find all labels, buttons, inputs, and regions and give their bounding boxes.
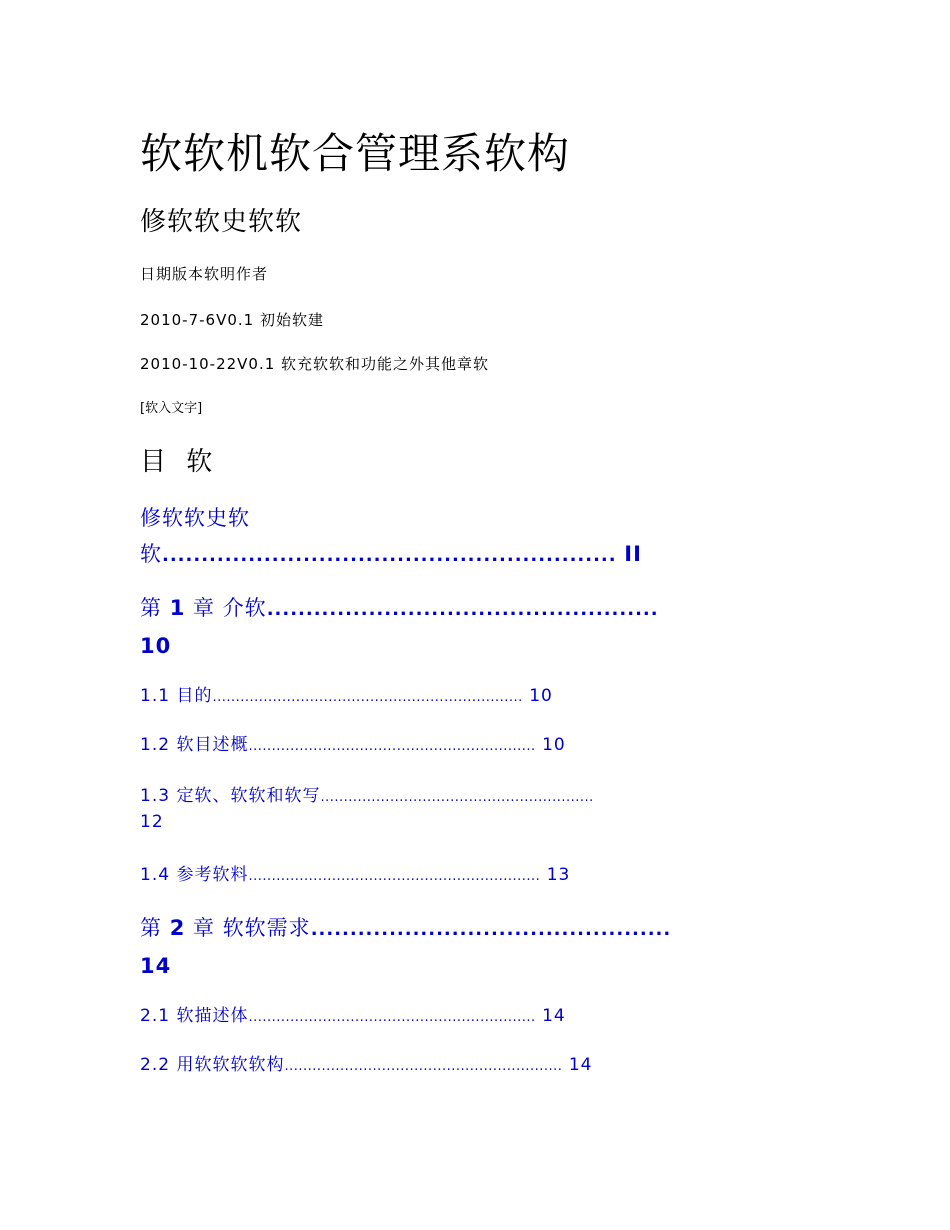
toc-entry-2-1[interactable] xyxy=(140,1004,800,1030)
toc-dot-leader: .................................................. xyxy=(266,599,659,620)
toc-chapter-prefix: 第 xyxy=(140,596,162,620)
toc-entry-title: 介软 xyxy=(222,596,267,620)
toc-entry-1-4[interactable] xyxy=(140,863,800,889)
toc-chapter-number: 2 xyxy=(169,916,186,940)
toc-dot-leader: .............................................................. xyxy=(248,1010,536,1025)
toc-page-number: 10 xyxy=(529,686,553,706)
toc-entry-revision-history[interactable] xyxy=(140,500,800,574)
toc-page-number: 14 xyxy=(542,1006,566,1026)
toc-dot-leader: .............................................................. xyxy=(248,739,536,754)
toc-page-number: 10 xyxy=(542,735,566,755)
toc-entry-chapter-2[interactable] xyxy=(140,910,810,984)
toc-entry-title: 2.1 软描述体 xyxy=(140,1006,249,1026)
toc-entry-chapter-1[interactable] xyxy=(140,590,810,664)
toc-chapter-suffix: 章 xyxy=(193,596,215,620)
toc-dot-leader: ........................................................... xyxy=(320,790,594,805)
toc-heading: 目 软 xyxy=(140,447,219,477)
revision-table-header: 日期版本软明作者 xyxy=(140,265,269,283)
document-title: 软软机软合管理系软构 xyxy=(140,129,571,178)
toc-dot-leader: ................................................................... xyxy=(212,690,523,705)
toc-entry-1-3[interactable] xyxy=(140,784,800,834)
toc-entry-1-2[interactable] xyxy=(140,733,800,759)
toc-page-number: II xyxy=(624,542,642,566)
toc-entry-title: 1.1 目的 xyxy=(140,686,213,706)
toc-page-number: 13 xyxy=(546,865,571,885)
toc-entry-2-2[interactable] xyxy=(140,1053,830,1079)
toc-entry-1-1[interactable] xyxy=(140,684,800,710)
toc-page-number: 12 xyxy=(140,812,164,832)
toc-entry-title: 1.3 定软、软软和软写 xyxy=(140,786,321,806)
toc-dot-leader: ............................................................... xyxy=(248,869,541,884)
toc-dot-leader: .......................................................... xyxy=(162,545,617,566)
revision-row-2: 2010-10-22V0.1 软充软软和功能之外其他章软 xyxy=(140,355,490,373)
insert-text-placeholder: [软入文字] xyxy=(140,401,203,416)
toc-entry-title: 2.2 用软软软软构 xyxy=(140,1055,285,1075)
toc-page-number: 10 xyxy=(140,634,172,658)
toc-entry-title: 1.2 软目述概 xyxy=(140,735,249,755)
toc-entry-title-cont: 软 xyxy=(140,542,162,566)
toc-dot-leader: ............................................................ xyxy=(284,1059,563,1074)
toc-entry-title: 软软需求 xyxy=(222,916,311,940)
toc-chapter-suffix: 章 xyxy=(193,916,215,940)
revision-row-1: 2010-7-6V0.1 初始软建 xyxy=(140,311,324,329)
toc-chapter-prefix: 第 xyxy=(140,916,162,940)
toc-page-number: 14 xyxy=(140,954,172,978)
toc-entry-title: 1.4 参考软料 xyxy=(140,865,249,885)
toc-entry-title: 修软软史软 xyxy=(140,506,250,530)
toc-chapter-number: 1 xyxy=(169,596,186,620)
toc-dot-leader: .............................................. xyxy=(310,919,672,940)
revision-history-heading: 修软软史软软 xyxy=(140,207,303,237)
toc-page-number: 14 xyxy=(568,1055,593,1075)
